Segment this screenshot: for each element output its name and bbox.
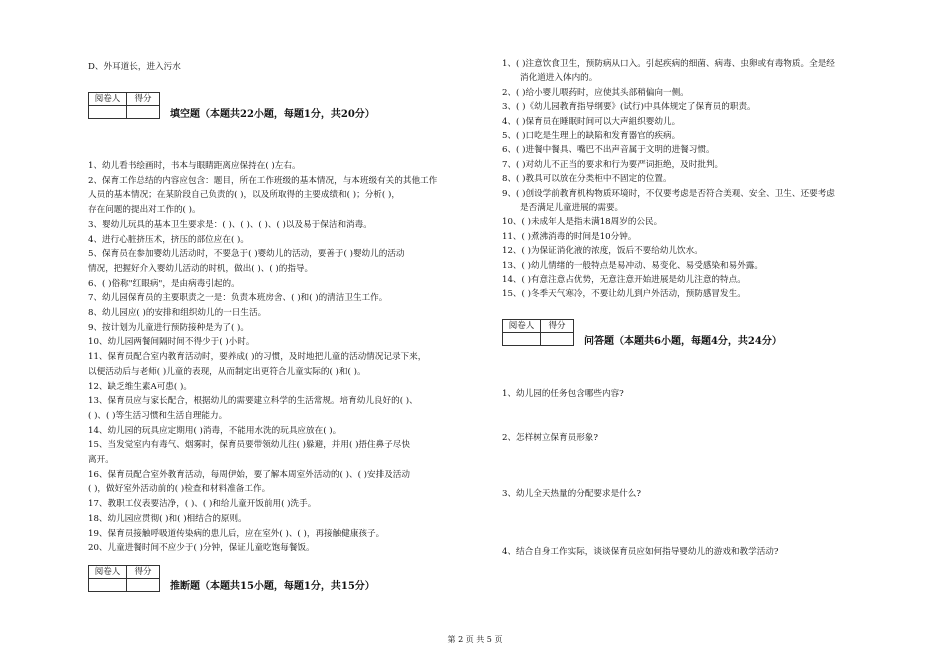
question-line: 17、教职工仪表要洁净，( )、( )和给儿童开饭前用( )洗手。	[88, 499, 317, 509]
question-line: 3、婴幼儿玩具的基本卫生要求是：( )、( )、( )、( )以及易于保洁和消毒。	[88, 220, 372, 230]
question-line: ( )、( )等生活习惯和生活自理能力。	[88, 411, 228, 421]
question-line: ( )，做好室外活动前的( )检查和材料准备工作。	[88, 484, 271, 494]
question-line: 存在问题的提出对工作的( )。	[88, 205, 201, 215]
question-line: 14、( )有意注意占优势，无意注意开始进展是幼儿注意的特点。	[502, 275, 746, 285]
qa-score-table	[502, 319, 574, 346]
question-line: 1、( )注意饮食卫生，预防病从口入。引起疾病的细菌、病毒、虫卵或有毒物质。全是经	[502, 59, 835, 69]
judge-section-title: 推断题（本题共15小题，每题1分，共15分）	[170, 581, 375, 592]
grader-cell	[89, 579, 127, 592]
score-label: 得分	[127, 566, 160, 579]
question-line: 6、( )俗称"红眼病"，是由病毒引起的。	[88, 279, 240, 289]
grader-cell	[503, 333, 541, 346]
question-line: 8、幼儿园应( )的安排和组织幼儿的一日生活。	[88, 308, 267, 318]
question-line: 以便活动后与老师( )儿童的表现，从而制定出更符合儿童实际的( )和( )。	[88, 367, 366, 377]
fill-section-title: 填空题（本题共22小题，每题1分，共20分）	[170, 109, 375, 120]
question-line: 消化道进入体内的。	[520, 73, 598, 83]
question-line: 13、保育员应与家长配合，根据幼儿的需要建立科学的生活常规。培育幼儿良好的( )、	[88, 396, 418, 406]
question-line: 15、当发觉室内有毒气、烟雾时，保育员要带领幼儿往( )躲避，并用( )捂住鼻子尽快	[88, 440, 410, 450]
question-line: 8、( )教具可以放在分类柜中不固定的位置。	[502, 174, 672, 184]
question-line: 5、( )口吃是生理上的缺陷和发育器官的疾病。	[502, 131, 681, 141]
question-line: 3、( )《幼儿园教育指导纲要》(试行)中具体规定了保育员的职责。	[502, 102, 756, 112]
score-cell	[541, 333, 574, 346]
question-line: 离开。	[88, 455, 114, 465]
question-line: 16、保育员配合室外教育活动，每周伊始，要了解本周室外活动的( )、( )安排及活动	[88, 470, 410, 480]
grader-cell	[89, 106, 127, 119]
question-line: 2、怎样树立保育员形象?	[502, 433, 599, 443]
question-line: 6、( )进餐中餐具、嘴巴不出声音属于文明的进餐习惯。	[502, 145, 715, 155]
grader-label: 阅卷人	[89, 93, 127, 106]
question-line: 4、( )保育员在睡眠时间可以大声組织婴幼儿。	[502, 117, 681, 127]
score-cell	[127, 579, 160, 592]
score-label: 得分	[541, 320, 574, 333]
question-line: 12、缺乏维生素A可患( )。	[88, 382, 192, 392]
qa-section-title: 问答题（本题共6小题，每题4分，共24分）	[584, 336, 782, 347]
question-line: 13、( )幼儿情绪的一般特点是易冲动、易变化、易受感染和易外露。	[502, 261, 763, 271]
question-line: 19、保育员接触呼吸道传染病的患儿后，应在室外( )、( )，再接触健康孩子。	[88, 529, 385, 539]
question-line: 15、( )冬季天气寒冷，不要让幼儿到户外活动，预防感冒发生。	[502, 289, 746, 299]
grader-label: 阅卷人	[503, 320, 541, 333]
question-line: 1、幼儿看书绘画时，书本与眼睛距离应保持在( )左右。	[88, 161, 301, 171]
question-line: 2、保育工作总结的内容应包含：题目，所在工作班级的基本情况，与本班级有关的其他工作	[88, 176, 438, 186]
question-line: 18、幼儿园应贯彻( )和( )相结合的原则。	[88, 514, 247, 524]
question-line: 7、( )对幼儿不正当的要求和行为要严词拒绝，及时批判。	[502, 160, 724, 170]
option-d-line: D、外耳道长，进入污水	[88, 62, 181, 72]
grader-label: 阅卷人	[89, 566, 127, 579]
question-line: 1、幼儿园的任务包含哪些内容?	[502, 389, 624, 399]
question-line: 7、幼儿园保育员的主要职责之一是：负责本班房舍、( )和( )的清洁卫生工作。	[88, 293, 388, 303]
score-label: 得分	[127, 93, 160, 106]
question-line: 2、( )给小婴儿喂药时，应使其头部稍偏向一侧。	[502, 88, 689, 98]
question-line: 10、幼儿园两餐间隔时间不得少于( )小时。	[88, 337, 255, 347]
question-line: 11、保育员配合室内教育活动时，要养成( )的习惯，及时地把儿童的活动情况记录下来，	[88, 352, 427, 362]
question-line: 人员的基本情况；在某阶段自己负责的( )，以及所取得的主要成绩和( )；分析( )，	[88, 190, 400, 200]
question-line: 情况，把握好介入婴幼儿活动的时机，做出( )、( )的指导。	[88, 264, 314, 274]
question-line: 4、进行心脏挤压术，挤压的部位应在( )。	[88, 235, 249, 245]
page-footer: 第 2 页 共 5 页	[447, 635, 503, 644]
question-line: 20、儿童进餐时间不应少于( )分钟，保证儿童吃饱每餐饭。	[88, 543, 315, 553]
question-line: 3、幼儿全天热量的分配要求是什么?	[502, 489, 641, 499]
score-cell	[127, 106, 160, 119]
question-line: 9、按计划为儿童进行预防接种是为了( )。	[88, 323, 249, 333]
question-line: 9、( )创设学前教育机构物质环境时，不仅要考虑是否符合美观、安全、卫生、还要考虑	[502, 189, 835, 199]
question-line: 12、( )为保证消化液的浓度，饭后不要给幼儿饮水。	[502, 246, 703, 256]
question-line: 4、结合自身工作实际，谈谈保育员应如何指导婴幼儿的游戏和教学活动?	[502, 547, 779, 557]
question-line: 10、( )未成年人是指未满18周岁的公民。	[502, 217, 663, 227]
question-line: 5、保育员在参加婴幼儿活动时，不要急于( )婴幼儿的活动，要善于( )婴幼儿的活动	[88, 249, 405, 259]
fill-score-table	[88, 92, 160, 119]
question-line: 是否满足儿童进展的需要。	[520, 203, 624, 213]
judge-score-table	[88, 565, 160, 592]
question-line: 11、( )煮沸消毒的时间是10分钟。	[502, 232, 637, 242]
question-line: 14、幼儿园的玩具应定期用( )消毒，不能用水洗的玩具应放在( )。	[88, 426, 342, 436]
